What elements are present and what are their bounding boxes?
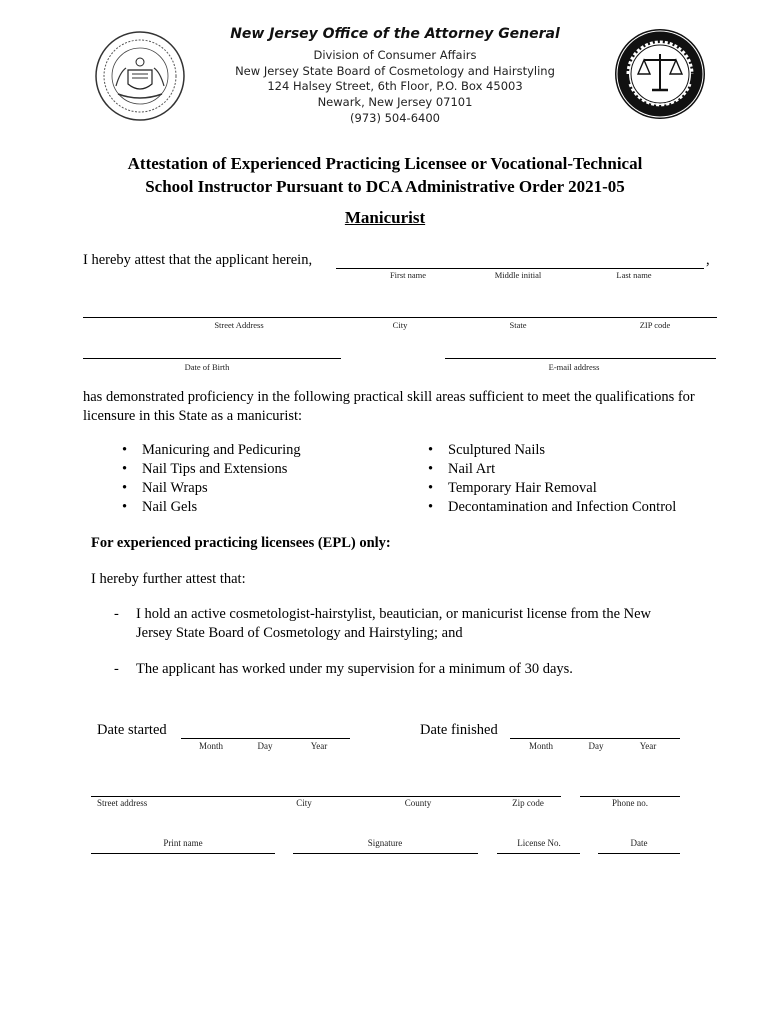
signer-phone-field[interactable]: [580, 796, 680, 797]
nj-state-seal-icon: [94, 30, 186, 122]
print-name-label: Print name: [163, 838, 203, 848]
first-name-label: First name: [389, 270, 427, 280]
list-item: • Nail Tips and Extensions: [116, 460, 301, 479]
state-label: State: [509, 320, 527, 330]
date-started-field[interactable]: [181, 738, 350, 739]
license-number-field[interactable]: [497, 853, 580, 854]
office-title: New Jersey Office of the Attorney General: [230, 26, 560, 42]
list-item: • Nail Art: [422, 460, 676, 479]
dob-label: Date of Birth: [184, 362, 230, 372]
further-attest: I hereby further attest that:: [91, 571, 246, 587]
city-address: Newark, New Jersey 07101: [317, 95, 473, 109]
form-title-line2: School Instructor Pursuant to DCA Administrative Order 2021-05: [145, 177, 625, 196]
list-item: • Manicuring and Pedicuring: [116, 441, 301, 460]
date-started-year-label: Year: [310, 741, 328, 751]
signer-zip-label: Zip code: [512, 798, 544, 808]
epl-heading: For experienced practicing licensees (EPL) only:: [91, 535, 391, 551]
street-address-label: Street Address: [214, 320, 264, 330]
signer-phone-label: Phone no.: [612, 798, 648, 808]
last-name-label: Last name: [616, 270, 652, 280]
skills-right-list: [422, 441, 676, 517]
middle-initial-label: Middle initial: [494, 270, 542, 280]
date-finished-label: Date finished: [420, 722, 498, 738]
list-item: • Sculptured Nails: [422, 441, 676, 460]
attest-intro: I hereby attest that the applicant herein,: [83, 252, 313, 268]
date-started-month-label: Month: [198, 741, 223, 751]
signer-street-label: Street address: [97, 798, 148, 808]
name-field-line[interactable]: [336, 268, 704, 269]
form-subtitle: Manicurist: [344, 208, 426, 227]
zip-code-label: ZIP code: [639, 320, 671, 330]
signer-county-label: County: [404, 798, 432, 808]
print-name-field[interactable]: [91, 853, 275, 854]
skills-left-list: [116, 441, 301, 517]
dash-marker: -: [114, 606, 119, 622]
signer-address-field[interactable]: [91, 796, 561, 797]
date-started-label: Date started: [97, 722, 167, 738]
division-name: Division of Consumer Affairs: [313, 48, 477, 62]
city-label: City: [392, 320, 408, 330]
phone-number: (973) 504-6400: [350, 111, 440, 125]
attorney-general-seal-icon: [614, 28, 706, 120]
epl-item-license-line1: I hold an active cosmetologist-hairstylist, beautician, or manicurist license from the New: [136, 606, 652, 622]
license-number-label: License No.: [517, 838, 561, 848]
list-item: • Decontamination and Infection Control: [422, 498, 676, 517]
epl-item-license-line2: Jersey State Board of Cosmetology and Hairstyling; and: [136, 625, 463, 641]
list-item: • Temporary Hair Removal: [422, 479, 676, 498]
board-name: New Jersey State Board of Cosmetology and Hairstyling: [235, 64, 555, 78]
date-finished-day-label: Day: [588, 741, 604, 751]
form-title-line1: Attestation of Experienced Practicing Licensee or Vocational-Technical: [127, 154, 643, 173]
signature-field[interactable]: [293, 853, 478, 854]
list-item: • Nail Gels: [116, 498, 301, 517]
signer-city-label: City: [296, 798, 312, 808]
street-address: 124 Halsey Street, 6th Floor, P.O. Box 45003: [267, 79, 523, 93]
date-started-day-label: Day: [257, 741, 273, 751]
list-item: • Nail Wraps: [116, 479, 301, 498]
proficiency-line1: has demonstrated proficiency in the following practical skill areas sufficient to meet the qualifications for: [83, 389, 695, 405]
date-finished-field[interactable]: [510, 738, 680, 739]
date-finished-month-label: Month: [528, 741, 553, 751]
date-finished-year-label: Year: [639, 741, 657, 751]
sign-date-label: Date: [630, 838, 648, 848]
sign-date-field[interactable]: [598, 853, 680, 854]
email-label: E-mail address: [548, 362, 600, 372]
signature-label: Signature: [367, 838, 403, 848]
epl-item-supervision-text: The applicant has worked under my supervision for a minimum of 30 days.: [136, 661, 573, 677]
proficiency-line2: licensure in this State as a manicurist:: [83, 408, 303, 424]
name-comma: ,: [706, 252, 710, 268]
dob-field-line[interactable]: [83, 358, 341, 359]
email-field-line[interactable]: [445, 358, 716, 359]
dash-marker: -: [114, 661, 119, 677]
address-field-line[interactable]: [83, 317, 717, 318]
